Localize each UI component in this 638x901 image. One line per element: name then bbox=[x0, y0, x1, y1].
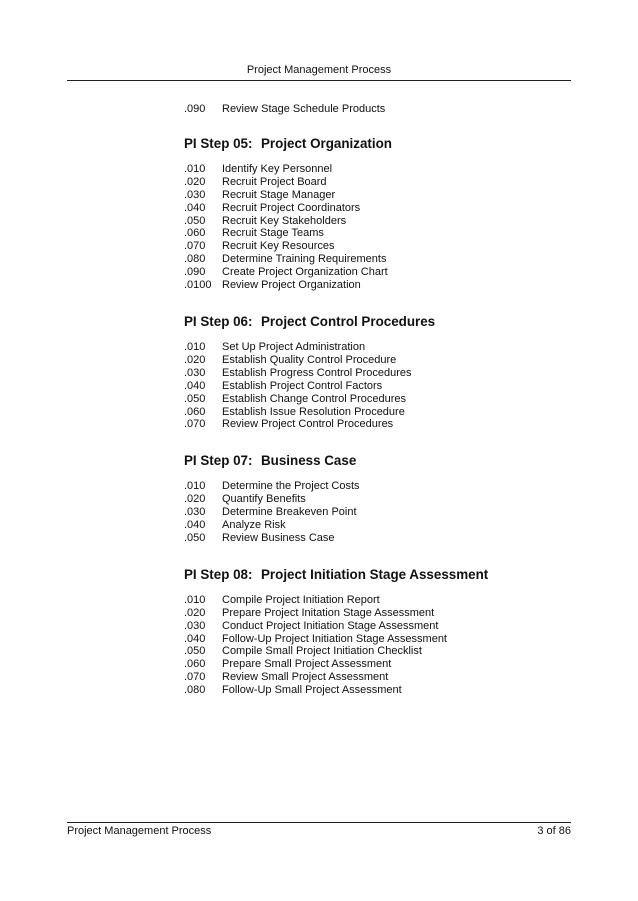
item-text: Recruit Key Resources bbox=[222, 240, 335, 253]
item-text: Establish Progress Control Procedures bbox=[222, 366, 412, 379]
item-text: Analyze Risk bbox=[222, 519, 286, 532]
footer-title: Project Management Process bbox=[67, 825, 212, 837]
item-code: .050 bbox=[184, 214, 206, 227]
item-text: Establish Project Control Factors bbox=[222, 379, 383, 392]
item-text: Compile Project Initiation Report bbox=[222, 593, 380, 606]
item-code: .020 bbox=[184, 493, 206, 506]
step-item bbox=[184, 367, 564, 380]
item-text: Follow-Up Project Initiation Stage Assessment bbox=[222, 632, 447, 645]
item-code: .010 bbox=[184, 340, 206, 353]
item-code: .090 bbox=[184, 103, 206, 115]
step-item bbox=[184, 480, 564, 493]
step-item bbox=[184, 163, 564, 176]
item-code: .010 bbox=[184, 480, 206, 493]
item-text: Recruit Project Coordinators bbox=[222, 201, 361, 214]
step-number: PI Step 08: bbox=[184, 566, 253, 582]
item-code: .030 bbox=[184, 506, 206, 519]
page-number: 3 of 86 bbox=[537, 825, 571, 837]
item-code: .030 bbox=[184, 188, 206, 201]
item-text: Recruit Project Board bbox=[222, 175, 327, 188]
item-code: .040 bbox=[184, 519, 206, 532]
item-code: .020 bbox=[184, 175, 206, 188]
step-item bbox=[184, 253, 564, 266]
step-item bbox=[184, 354, 564, 367]
item-code: .020 bbox=[184, 606, 206, 619]
item-text: Establish Quality Control Procedure bbox=[222, 353, 397, 366]
item-text: Establish Change Control Procedures bbox=[222, 392, 407, 405]
item-text: Recruit Key Stakeholders bbox=[222, 214, 347, 227]
item-code: .060 bbox=[184, 658, 206, 671]
item-text: Follow-Up Small Project Assessment bbox=[222, 684, 402, 697]
item-text: Determine Breakeven Point bbox=[222, 506, 357, 519]
step-item bbox=[184, 532, 564, 545]
item-code: .030 bbox=[184, 366, 206, 379]
step-item bbox=[184, 266, 564, 279]
step-item bbox=[184, 393, 564, 406]
item-text: Prepare Project Initation Stage Assessment bbox=[222, 606, 435, 619]
header-title: Project Management Process bbox=[246, 64, 392, 76]
item-text: Quantify Benefits bbox=[222, 493, 306, 506]
item-text: Review Project Control Procedures bbox=[222, 418, 394, 431]
step-title: Project Control Procedures bbox=[261, 313, 436, 329]
step-item bbox=[184, 279, 564, 292]
item-code: .090 bbox=[184, 266, 206, 279]
item-text: Determine the Project Costs bbox=[222, 480, 360, 493]
step-section bbox=[184, 136, 564, 292]
item-code: .010 bbox=[184, 162, 206, 175]
step-item bbox=[184, 519, 564, 532]
item-text: Recruit Stage Manager bbox=[222, 188, 336, 201]
step-item bbox=[184, 176, 564, 189]
step-item bbox=[184, 493, 564, 506]
item-text: Review Project Organization bbox=[222, 279, 361, 292]
step-heading bbox=[184, 136, 564, 152]
step-heading bbox=[184, 567, 564, 583]
item-code: .030 bbox=[184, 619, 206, 632]
item-code: .050 bbox=[184, 645, 206, 658]
item-text: Create Project Organization Chart bbox=[222, 266, 388, 279]
step-item bbox=[184, 620, 564, 633]
step-item bbox=[184, 202, 564, 215]
item-text: Set Up Project Administration bbox=[222, 340, 366, 353]
step-item bbox=[184, 341, 564, 354]
step-item bbox=[184, 671, 564, 684]
item-code: .040 bbox=[184, 379, 206, 392]
step-heading bbox=[184, 314, 564, 330]
item-code: .040 bbox=[184, 201, 206, 214]
step-section bbox=[184, 567, 564, 697]
step-number: PI Step 07: bbox=[184, 453, 253, 469]
item-code: .060 bbox=[184, 405, 206, 418]
step-item bbox=[184, 506, 564, 519]
item-text: Prepare Small Project Assessment bbox=[222, 658, 392, 671]
item-text: Review Business Case bbox=[222, 531, 335, 544]
item-code: .050 bbox=[184, 531, 206, 544]
item-code: .060 bbox=[184, 227, 206, 240]
item-code: .0100 bbox=[184, 279, 212, 292]
step-item bbox=[184, 607, 564, 620]
step-item bbox=[184, 658, 564, 671]
step-heading bbox=[184, 453, 564, 469]
header-divider bbox=[67, 80, 571, 81]
item-code: .070 bbox=[184, 418, 206, 431]
item-code: .050 bbox=[184, 392, 206, 405]
step-item bbox=[184, 633, 564, 646]
step-item bbox=[184, 594, 564, 607]
step-item bbox=[184, 684, 564, 697]
page-header bbox=[67, 63, 571, 77]
item-code: .070 bbox=[184, 671, 206, 684]
item-text: Compile Small Project Initiation Checklist bbox=[222, 645, 422, 658]
document-content bbox=[184, 103, 564, 697]
step-list bbox=[184, 136, 564, 697]
step-item bbox=[184, 645, 564, 658]
step-section bbox=[184, 453, 564, 545]
intro-item bbox=[184, 103, 564, 116]
step-number: PI Step 05: bbox=[184, 135, 253, 151]
item-text: Conduct Project Initiation Stage Assessment bbox=[222, 619, 439, 632]
step-item bbox=[184, 189, 564, 202]
step-title: Project Initiation Stage Assessment bbox=[261, 566, 489, 582]
item-text: Review Stage Schedule Products bbox=[222, 103, 386, 115]
item-text: Identify Key Personnel bbox=[222, 162, 333, 175]
step-item bbox=[184, 240, 564, 253]
page-footer bbox=[67, 824, 571, 838]
item-text: Recruit Stage Teams bbox=[222, 227, 324, 240]
step-item bbox=[184, 406, 564, 419]
step-item bbox=[184, 227, 564, 240]
item-code: .040 bbox=[184, 632, 206, 645]
footer-divider bbox=[67, 822, 571, 823]
item-text: Establish Issue Resolution Procedure bbox=[222, 405, 405, 418]
item-code: .010 bbox=[184, 593, 206, 606]
step-section bbox=[184, 314, 564, 431]
step-item bbox=[184, 418, 564, 431]
item-text: Determine Training Requirements bbox=[222, 253, 387, 266]
step-number: PI Step 06: bbox=[184, 313, 253, 329]
step-title: Project Organization bbox=[261, 135, 392, 151]
item-code: .020 bbox=[184, 353, 206, 366]
item-code: .070 bbox=[184, 240, 206, 253]
step-title: Business Case bbox=[261, 453, 357, 469]
item-code: .080 bbox=[184, 684, 206, 697]
item-text: Review Small Project Assessment bbox=[222, 671, 389, 684]
step-item bbox=[184, 215, 564, 228]
step-item bbox=[184, 380, 564, 393]
item-code: .080 bbox=[184, 253, 206, 266]
